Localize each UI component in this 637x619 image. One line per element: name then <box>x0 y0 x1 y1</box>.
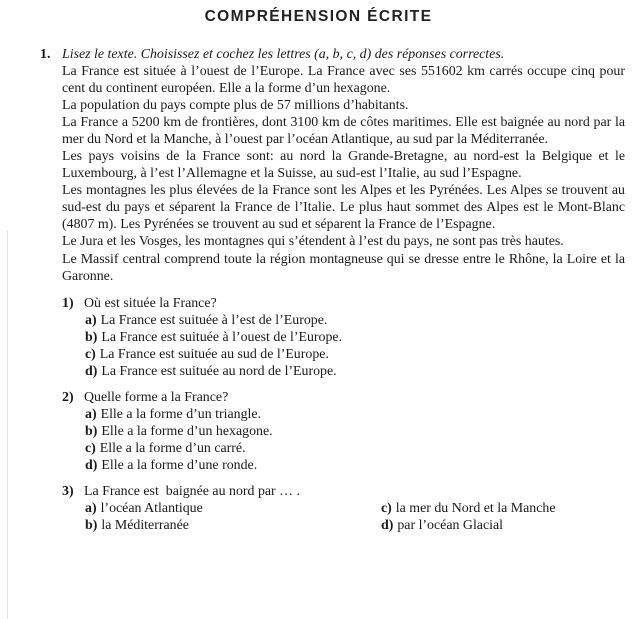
page-margin-rule <box>7 230 8 619</box>
option-letter: c) <box>85 346 96 362</box>
answer-option-a[interactable] <box>85 312 625 329</box>
option-text: la mer du Nord et la Manche <box>395 500 556 516</box>
option-text: La France est suituée à l’est de l’Europe. <box>100 312 328 328</box>
question-text: La France est baignée au nord par … . <box>84 483 300 499</box>
option-letter: b) <box>85 329 98 345</box>
option-text: Elle a la forme d’un carré. <box>99 440 246 456</box>
passage-paragraph: La France est située à l’ouest de l’Europe. La France avec ses 551602 km carrés occupe cinq pour cent du continent européen. Elle a la forme d’un hexagone. <box>62 64 625 97</box>
option-text: Elle a la forme d’un hexagone. <box>101 423 273 439</box>
answer-option-a[interactable] <box>85 500 381 517</box>
reading-passage <box>62 63 625 285</box>
question-prompt <box>62 483 625 500</box>
passage-paragraph: Le Massif central comprend toute la région montagneuse qui se dresse entre le Rhône, la Loire et la Garonne. <box>62 251 625 284</box>
option-text: La France est suituée au sud de l’Europe. <box>99 346 329 362</box>
instruction-text: Lisez le texte. Choisissez et cochez les lettres (a, b, c, d) des réponses correctes. <box>62 47 505 62</box>
passage-paragraph: Le Jura et les Vosges, les montagnes qui s’étendent à l’est du pays, ne sont pas très hautes. <box>62 234 564 250</box>
exercise-instruction <box>40 46 625 63</box>
passage-paragraph: La France a 5200 km de frontières, dont 3100 km de côtes maritimes. Elle est baignée au nord par la mer du Nord et la Manche, à l’ouest par l’océan Atlantique, au sud par la Méditerranée. <box>62 115 625 148</box>
answer-option-c[interactable] <box>85 440 625 457</box>
option-text: l’océan Atlantique <box>100 500 203 516</box>
option-letter: a) <box>85 312 97 328</box>
question-list <box>62 295 625 534</box>
page-title: COMPRÉHENSION ÉCRITE <box>204 8 433 25</box>
option-text: par l’océan Glacial <box>397 517 504 533</box>
answer-options <box>85 312 625 380</box>
option-text: Elle a la forme d’une ronde. <box>101 457 258 473</box>
question-prompt <box>62 295 625 312</box>
answer-option-d[interactable] <box>85 363 625 380</box>
exercise-1 <box>40 46 625 543</box>
answer-options <box>85 500 625 534</box>
answer-option-c[interactable] <box>85 346 625 363</box>
option-letter: d) <box>381 517 394 533</box>
option-letter: d) <box>85 363 98 379</box>
answer-option-b[interactable] <box>85 423 625 440</box>
question-2 <box>62 389 625 474</box>
question-1 <box>62 295 625 380</box>
question-text: Quelle forme a la France? <box>84 389 229 405</box>
answer-option-a[interactable] <box>85 406 625 423</box>
question-number: 3) <box>62 483 74 499</box>
option-letter: b) <box>85 423 98 439</box>
answer-option-c[interactable] <box>381 500 601 517</box>
passage-paragraph: Les montagnes les plus élevées de la France sont les Alpes et les Pyrénées. Les Alpes se trouvent au sud-est du pays et séparent la France de l’Italie. Le plus haut sommet des Alpes est le Mont-Blanc (4807 m). Les Pyrénées se trouvent au sud et séparent la France de l’Espagne. <box>62 183 625 233</box>
answer-option-d[interactable] <box>85 457 625 474</box>
question-text: Où est située la France? <box>84 295 217 311</box>
answer-option-b[interactable] <box>85 329 625 346</box>
option-letter: a) <box>85 406 97 422</box>
option-letter: c) <box>85 440 96 456</box>
passage-paragraph: La population du pays compte plus de 57 millions d’habitants. <box>62 98 409 114</box>
option-letter: a) <box>85 500 97 516</box>
option-letter: b) <box>85 517 98 533</box>
answer-option-b[interactable] <box>85 517 381 534</box>
question-number: 2) <box>62 389 74 405</box>
answer-options <box>85 406 625 474</box>
option-text: La France est suituée au nord de l’Europe. <box>101 363 337 379</box>
passage-paragraph: Les pays voisins de la France sont: au nord la Grande-Bretagne, au nord-est la Belgique et le Luxembourg, à l’est l’Allemagne et la Suisse, au sud-est l’Italie, au sud l’Espagne. <box>62 149 625 182</box>
answer-option-d[interactable] <box>381 517 601 534</box>
question-number: 1) <box>62 295 74 311</box>
option-text: La France est suituée à l’ouest de l’Europe. <box>101 329 343 345</box>
option-text: la Méditerranée <box>101 517 189 533</box>
option-letter: d) <box>85 457 98 473</box>
option-letter: c) <box>381 500 392 516</box>
question-prompt <box>62 389 625 406</box>
question-3 <box>62 483 625 534</box>
option-text: Elle a la forme d’un triangle. <box>100 406 262 422</box>
exercise-number: 1. <box>40 47 51 62</box>
